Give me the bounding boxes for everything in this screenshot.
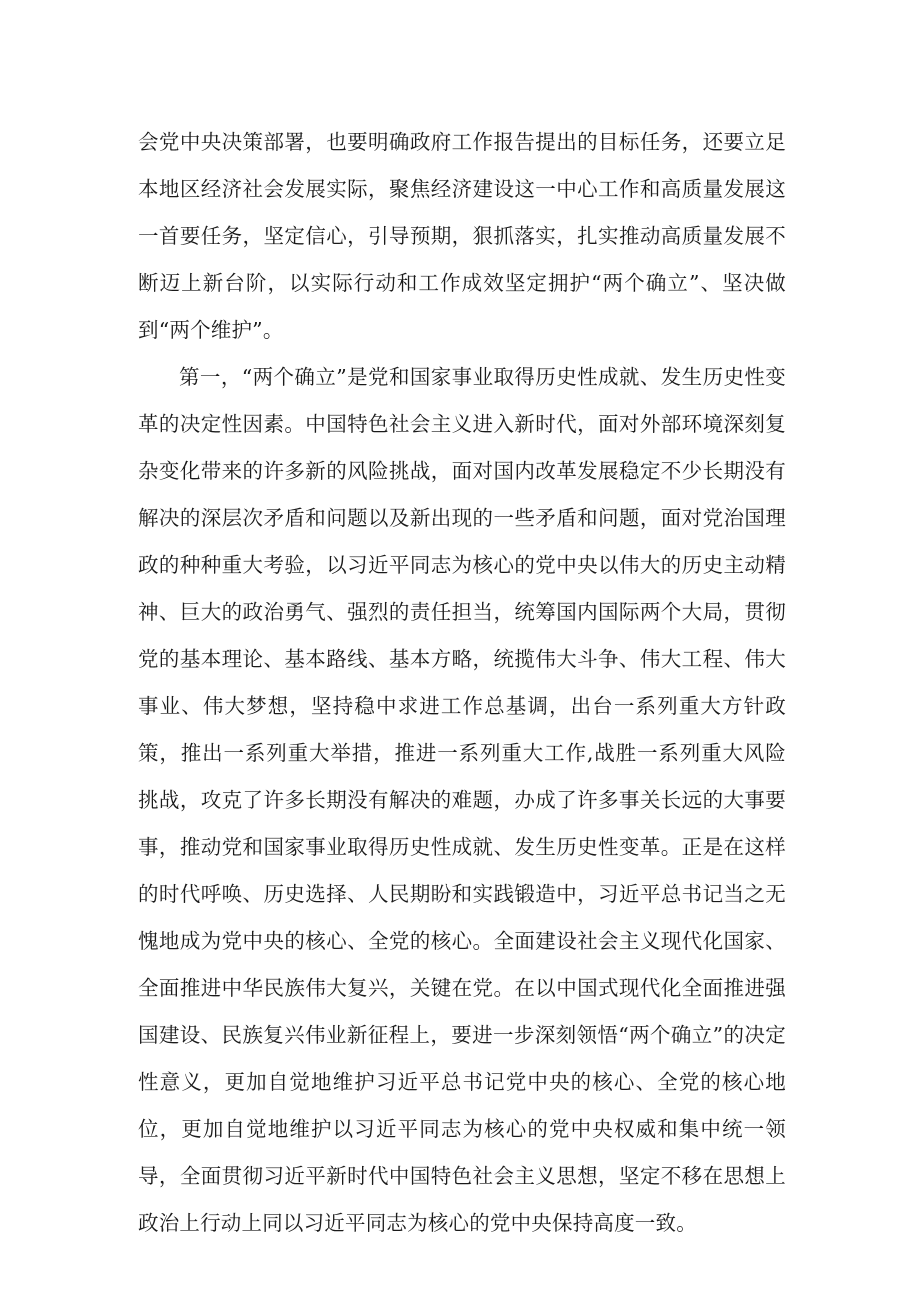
paragraph-continuation: 会党中央决策部署，也要明确政府工作报告提出的目标任务，还要立足本地区经济社会发展实际，聚焦经济建设这一中心工作和高质量发展这一首要任务，坚定信心，引导预期，狠抓落实，扎实推动高质量发展不断迈上新台阶，以实际行动和工作成效坚定拥护“两个确立”、坚决做到“两个维护”。 xyxy=(138,130,786,342)
paragraph-first-point: 第一，“两个确立”是党和国家事业取得历史性成就、发生历史性变革的决定性因素。中国特色社会主义进入新时代，面对外部环境深刻复杂变化带来的许多新的风险挑战，面对国内改革发展稳定不少长期没有解决的深层次矛盾和问题以及新出现的一些矛盾和问题，面对党治国理政的种种重大考验，以习近平同志为核心的党中央以伟大的历史主动精神、巨大的政治勇气、强烈的责任担当，统筹国内国际两个大局，贯彻党的基本理论、基本路线、基本方略，统揽伟大斗争、伟大工程、伟大事业、伟大梦想，坚持稳中求进工作总基调，出台一系列重大方针政策，推出一系列重大举措，推进一系列重大工作,战胜一系列重大风险挑战，攻克了许多长期没有解决的难题，办成了许多事关长远的大事要事，推动党和国家事业取得历史性成就、发生历史性变革。正是在这样的时代呼唤、历史选择、人民期盼和实践锻造中，习近平总书记当之无愧地成为党中央的核心、全党的核心。全面建设社会主义现代化国家、全面推进中华民族伟大复兴，关键在党。在以中国式现代化全面推进强国建设、民族复兴伟业新征程上，要进一步深刻领悟“两个确立”的决定性意义，更加自觉地维护习近平总书记党中央的核心、全党的核心地位，更加自觉地维护以习近平同志为核心的党中央权威和集中统一领导，全面贯彻习近平新时代中国特色社会主义思想，坚定不移在思想上政治上行动上同以习近平同志为核心的党中央保持高度一致。 xyxy=(138,365,786,1235)
document-body xyxy=(138,119,786,1247)
